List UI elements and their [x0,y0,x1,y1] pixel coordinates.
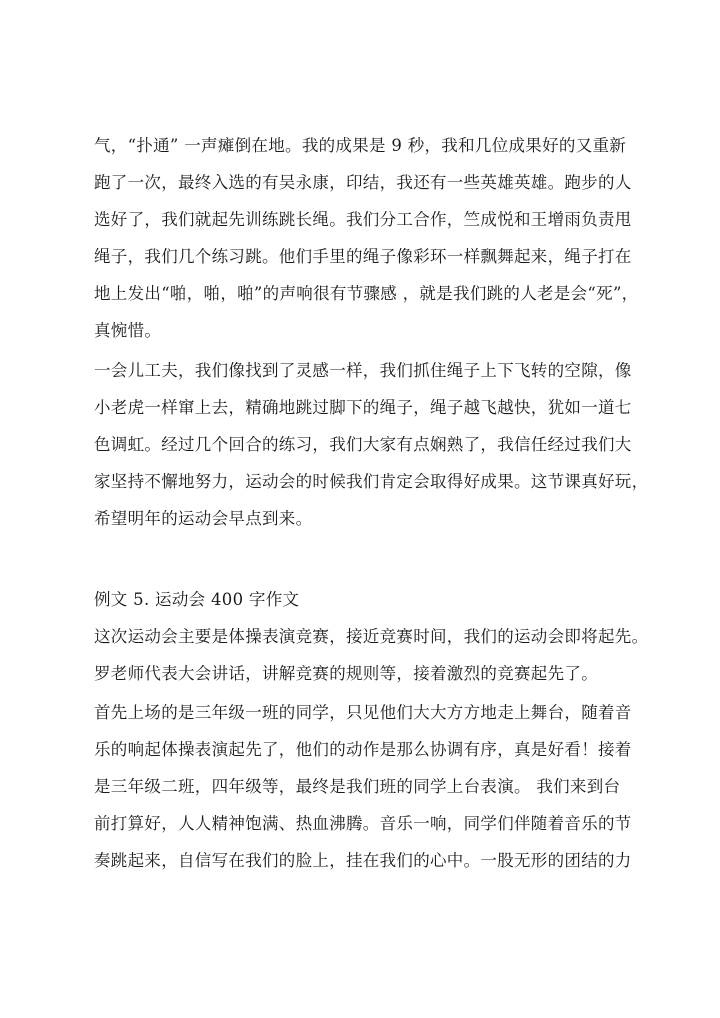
paragraph-line: 绳子，我们几个练习跳。他们手里的绳子像彩环一样飘舞起来，绳子打在 [94,247,632,266]
paragraph-line: 地上发出“啪，啪，啪”的声响很有节骤感 ，就是我们跳的人老是会“死”， [94,284,639,303]
paragraph-line: 前打算好，人人精神饱满、热血沸腾。音乐一响，同学们伴随着音乐的节 [94,814,632,833]
paragraph-line: 家坚持不懈地努力，运动会的时候我们肯定会取得好成果。这节课真好玩， [94,472,649,491]
paragraph-line: 一会儿工夫，我们像找到了灵感一样，我们抓住绳子上下飞转的空隙，像 [94,361,632,380]
paragraph-line: 跑了一次，最终入选的有吴永康，印结，我还有一些英雄英雄。跑步的人 [94,173,632,192]
paragraph-line: 这次运动会主要是体操表演竞赛，接近竞赛时间，我们的运动会即将起先。 [94,627,649,646]
paragraph-line: 色调虹。经过几个回合的练习，我们大家有点娴熟了，我信任经过我们大 [94,435,632,454]
paragraph-line: 首先上场的是三年级一班的同学，只见他们大大方方地走上舞台，随着音 [94,703,632,722]
paragraph-line: 是三年级二班，四年级等，最终是我们班的同学上台表演。 我们来到台 [94,777,621,796]
paragraph-line: 气，“扑通” 一声瘫倒在地。我的成果是 9 秒，我和几位成果好的又重新 [94,136,627,155]
paragraph-line: 真惋惜。 [94,321,162,340]
paragraph-line: 乐的响起体操表演起先了，他们的动作是那么协调有序，真是好看！接着 [94,740,632,759]
paragraph-line: 希望明年的运动会早点到来。 [94,509,313,528]
paragraph-line: 奏跳起来，自信写在我们的脸上，挂在我们的心中。一股无形的团结的力 [94,851,632,870]
paragraph-line: 罗老师代表大会讲话，讲解竞赛的规则等，接着激烈的竞赛起先了。 [94,664,598,683]
paragraph-line: 选好了，我们就起先训练跳长绳。我们分工合作，竺成悦和王增雨负责甩 [94,210,632,229]
section-heading: 例文 5. 运动会 400 字作文 [94,590,300,609]
paragraph-line: 小老虎一样窜上去，精确地跳过脚下的绳子，绳子越飞越快，犹如一道七 [94,398,632,417]
